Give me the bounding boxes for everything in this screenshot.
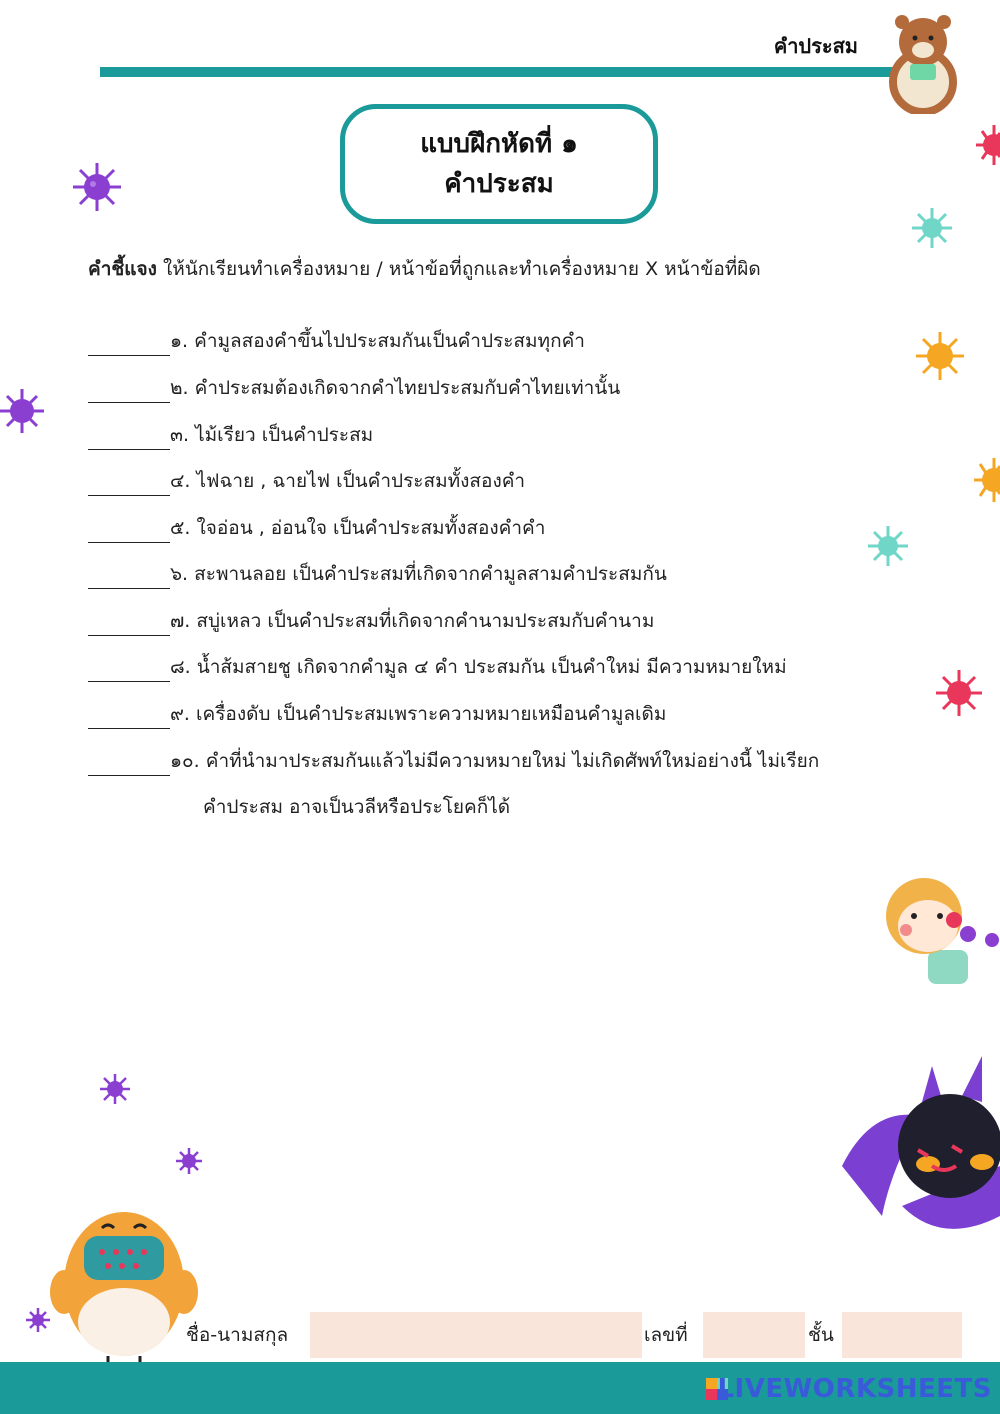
number-label: เลขที่ <box>644 1324 688 1346</box>
question-text: ๔. ไฟฉาย , ฉายไฟ เป็นคำประสมทั้งสองคำ <box>170 470 526 492</box>
header-divider <box>100 67 900 77</box>
virus-icon <box>974 122 1000 168</box>
question-text: ๑. คำมูลสองคำขึ้นไปประสมกันเป็นคำประสมทุกคำ <box>170 330 585 352</box>
question-item <box>88 652 787 682</box>
worksheet-title: แบบฝึกหัดที่ ๑ <box>420 128 578 159</box>
class-label: ชั้น <box>808 1324 834 1346</box>
virus-icon <box>866 524 910 568</box>
answer-blank[interactable] <box>88 335 170 356</box>
answer-blank[interactable] <box>88 661 170 682</box>
virus-icon <box>934 668 984 718</box>
question-text: ๒. คำประสมต้องเกิดจากคำไทยประสมกับคำไทยเท่านั้น <box>170 377 621 399</box>
instructions <box>88 254 761 284</box>
answer-blank[interactable] <box>88 382 170 403</box>
bird-icon <box>50 1172 198 1372</box>
question-item <box>88 746 819 776</box>
question-text: ๗. สบู่เหลว เป็นคำประสมที่เกิดจากคำนามประสมกับคำนาม <box>170 610 655 632</box>
virus-icon <box>24 1306 52 1334</box>
question-text: ๓. ไม้เรียว เป็นคำประสม <box>170 424 374 446</box>
answer-blank[interactable] <box>88 568 170 589</box>
header-label: คำประสม <box>773 34 858 58</box>
question-item <box>88 466 525 496</box>
question-item <box>88 373 620 403</box>
question-text: ๑๐. คำที่นำมาประสมกันแล้วไม่มีความหมายใหม่ ไม่เกิดศัพท์ใหม่อย่างนี้ ไม่เรียก <box>170 750 820 772</box>
question-item <box>88 606 654 636</box>
instructions-label: คำชี้แจง <box>88 258 157 280</box>
name-field[interactable] <box>310 1312 642 1358</box>
question-text: ๕. ใจอ่อน , อ่อนใจ เป็นคำประสมทั้งสองคำคำ <box>170 517 546 539</box>
virus-icon <box>910 206 954 250</box>
virus-icon <box>914 330 966 382</box>
number-field[interactable] <box>703 1312 805 1358</box>
brand-wordmark: LIVEWORKSHEETS <box>717 1374 992 1404</box>
question-item <box>88 699 666 729</box>
answer-blank[interactable] <box>88 615 170 636</box>
instructions-text: ให้นักเรียนทำเครื่องหมาย / หน้าข้อที่ถูกและทำเครื่องหมาย X หน้าข้อที่ผิด <box>156 258 761 280</box>
question-continuation: คำประสม อาจเป็นวลีหรือประโยคก็ได้ <box>203 796 511 818</box>
question-text: ๘. น้ำส้มสายชู เกิดจากคำมูล ๔ คำ ประสมกัน เป็นคำใหม่ มีความหมายใหม่ <box>170 656 787 678</box>
name-label: ชื่อ-นามสกุล <box>186 1324 289 1346</box>
answer-blank[interactable] <box>88 475 170 496</box>
virus-icon <box>70 160 124 214</box>
question-item <box>88 559 667 589</box>
class-field[interactable] <box>842 1312 962 1358</box>
question-text: ๙. เครื่องดับ เป็นคำประสมเพราะความหมายเหมือนคำมูลเดิม <box>170 703 667 725</box>
answer-blank[interactable] <box>88 429 170 450</box>
bear-icon <box>886 12 960 114</box>
question-item <box>88 420 373 450</box>
title-box <box>340 104 658 224</box>
worksheet-subtitle: คำประสม <box>444 169 554 199</box>
monkey-icon <box>884 868 1000 986</box>
answer-blank[interactable] <box>88 708 170 729</box>
question-item <box>88 513 545 543</box>
cat-icon <box>832 1046 1000 1236</box>
virus-icon <box>972 454 1000 506</box>
virus-icon <box>98 1072 132 1106</box>
answer-blank[interactable] <box>88 522 170 543</box>
answer-blank[interactable] <box>88 755 170 776</box>
question-text: ๖. สะพานลอย เป็นคำประสมที่เกิดจากคำมูลสามคำประสมกัน <box>170 563 667 585</box>
question-item <box>88 326 585 356</box>
virus-icon <box>0 386 44 436</box>
